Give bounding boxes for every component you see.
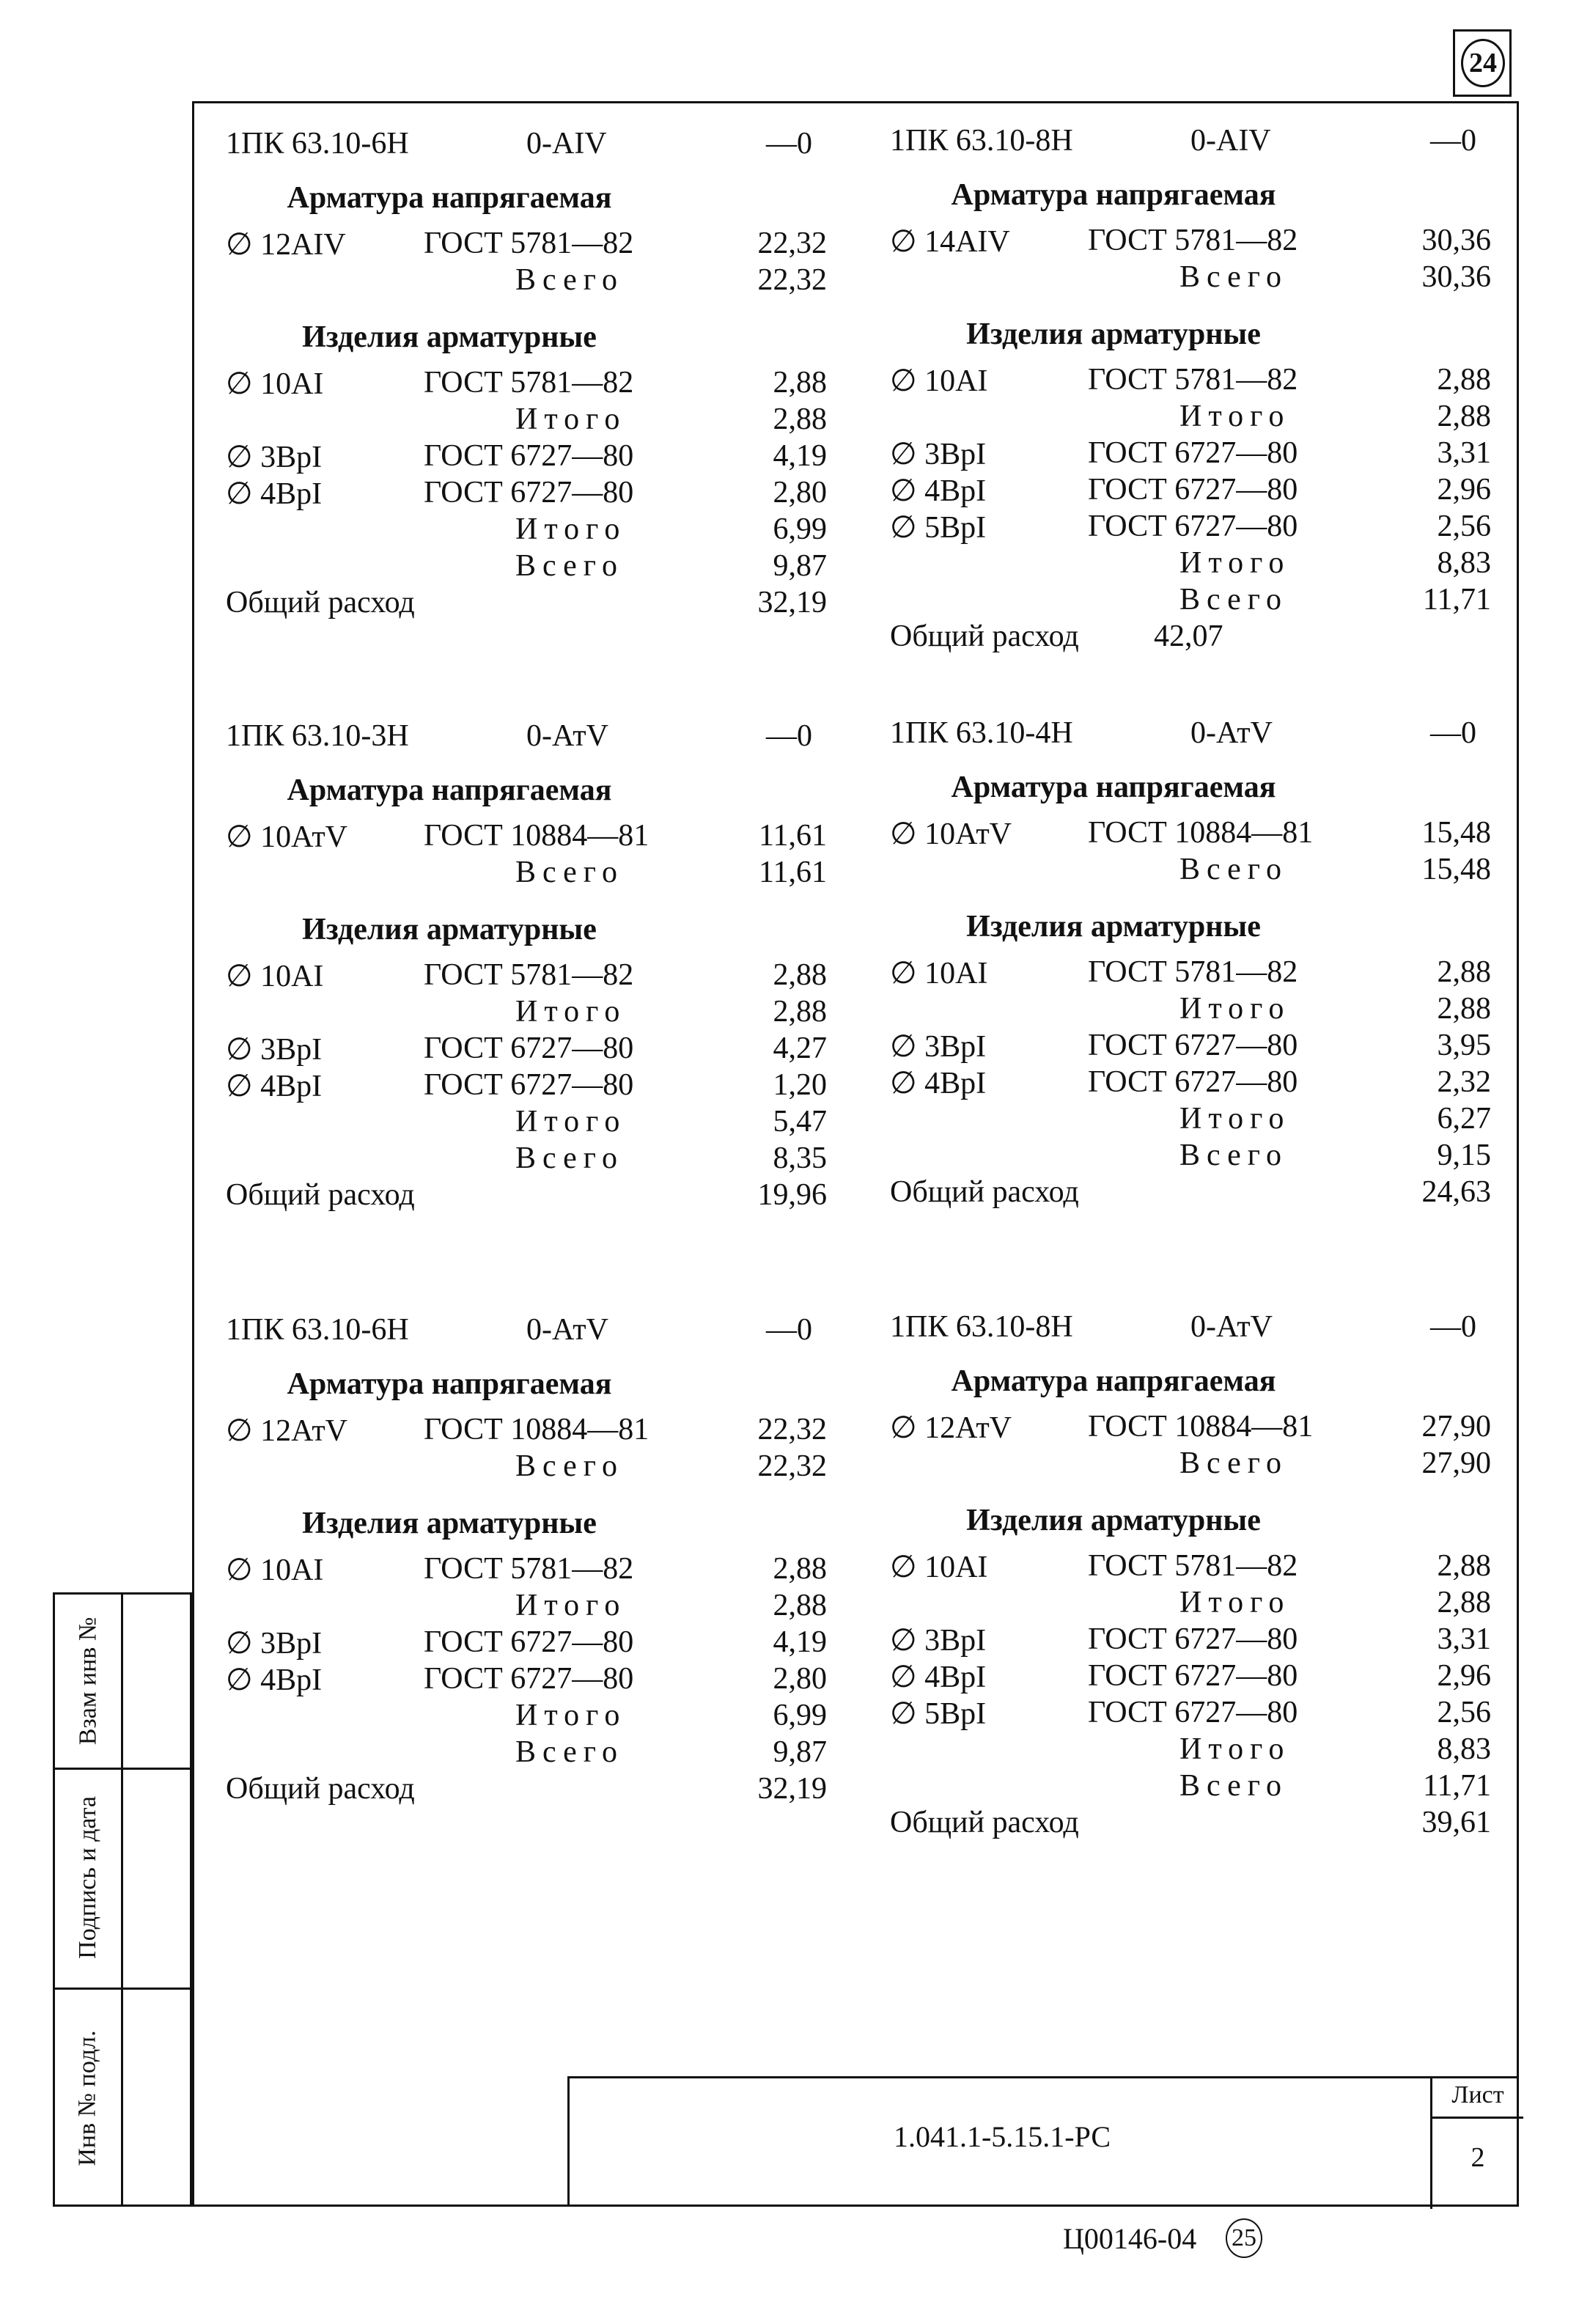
mass-value: 2,56 — [1437, 1696, 1491, 1729]
total-row — [890, 1805, 1491, 1842]
total-label: Общий расход — [890, 619, 1079, 653]
mass-value: 8,35 — [773, 1141, 827, 1175]
table-row — [890, 1409, 1491, 1446]
bar-diameter: ∅ 10AI — [226, 1553, 324, 1587]
table-row — [226, 957, 827, 994]
table-row — [226, 1551, 827, 1588]
mass-value: 15,48 — [1421, 853, 1491, 886]
table-row — [890, 472, 1491, 509]
gost-standard: ГОСТ 6727—80 — [424, 476, 634, 510]
total-row — [226, 585, 827, 622]
subtotal-label: Всего — [1179, 260, 1288, 294]
table-row — [890, 362, 1491, 399]
subtotal-label: Итого — [1179, 546, 1291, 580]
table-row — [890, 1028, 1491, 1064]
section-title: Арматура напрягаемая — [287, 773, 612, 807]
mass-value: 3,31 — [1437, 1622, 1491, 1656]
bar-diameter: ∅ 10AI — [890, 364, 988, 398]
section-title: Арматура напрягаемая — [287, 181, 612, 215]
mass-value: 11,61 — [759, 856, 827, 889]
mass-value: 15,48 — [1421, 816, 1491, 850]
bar-diameter: ∅ 3BpI — [226, 1627, 323, 1661]
steel-class: 0-АтV — [1190, 716, 1273, 750]
table-row — [226, 1449, 827, 1485]
table-row — [226, 402, 827, 438]
table-row — [890, 1585, 1491, 1622]
header-dash: —0 — [1430, 1310, 1476, 1344]
bar-diameter: ∅ 12АтV — [890, 1411, 1012, 1445]
bar-diameter: ∅ 12AIV — [226, 228, 346, 262]
table-row — [890, 1658, 1491, 1695]
block-header — [226, 718, 827, 755]
total-value: 42,07 — [1154, 619, 1223, 653]
table-row — [226, 1735, 827, 1771]
mass-value: 2,88 — [773, 402, 827, 436]
subtotal-label: Всего — [515, 1735, 624, 1769]
table-row — [226, 1031, 827, 1067]
table-row — [890, 435, 1491, 472]
header-dash: —0 — [766, 1313, 812, 1347]
gost-standard: ГОСТ 6727—80 — [1088, 1696, 1298, 1729]
steel-class: 0-AIV — [526, 127, 607, 161]
section-title: Изделия арматурные — [302, 913, 597, 946]
document-code: 1.041.1-5.15.1-РС — [893, 2120, 1111, 2153]
table-row — [890, 1548, 1491, 1585]
block-header — [226, 126, 827, 163]
footer-circle-number: 25 — [1226, 2218, 1262, 2258]
table-row — [226, 438, 827, 475]
total-value: 19,96 — [757, 1178, 827, 1212]
table-row — [226, 1588, 827, 1625]
mass-value: 4,19 — [773, 1625, 827, 1659]
page-number: 24 — [1461, 39, 1505, 87]
bar-diameter: ∅ 4BpI — [226, 1070, 323, 1103]
total-label: Общий расход — [890, 1175, 1079, 1209]
table-row — [890, 1695, 1491, 1732]
subtotal-label: Всего — [1179, 1446, 1288, 1480]
gost-standard: ГОСТ 5781—82 — [424, 958, 634, 992]
subtotal-label: Всего — [1179, 853, 1288, 886]
bar-diameter: ∅ 12АтV — [226, 1414, 348, 1448]
bar-diameter: ∅ 4BpI — [226, 1663, 323, 1697]
total-value: 24,63 — [1421, 1175, 1491, 1209]
total-row — [226, 1771, 827, 1808]
gost-standard: ГОСТ 5781—82 — [1088, 955, 1298, 989]
gost-standard: ГОСТ 6727—80 — [424, 1032, 634, 1065]
table-row — [226, 1661, 827, 1698]
gost-standard: ГОСТ 6727—80 — [1088, 1659, 1298, 1693]
mass-value: 8,83 — [1437, 546, 1491, 580]
section-title: Изделия арматурные — [302, 1507, 597, 1540]
table-row — [890, 260, 1491, 296]
mass-value: 2,88 — [773, 366, 827, 400]
bar-diameter: ∅ 10AI — [890, 1551, 988, 1584]
gost-standard: ГОСТ 10884—81 — [1088, 816, 1314, 850]
mass-value: 2,88 — [1437, 1586, 1491, 1619]
mass-value: 8,83 — [1437, 1732, 1491, 1766]
mass-value: 27,90 — [1421, 1446, 1491, 1480]
gost-standard: ГОСТ 5781—82 — [1088, 224, 1298, 257]
subtotal-label: Итого — [515, 512, 627, 546]
gost-standard: ГОСТ 6727—80 — [1088, 510, 1298, 543]
mass-value: 2,88 — [773, 958, 827, 992]
gost-standard: ГОСТ 5781—82 — [424, 1552, 634, 1586]
bar-diameter: ∅ 10AI — [226, 960, 324, 993]
gost-standard: ГОСТ 6727—80 — [424, 1625, 634, 1659]
bar-diameter: ∅ 5BpI — [890, 1697, 987, 1731]
table-row — [890, 1622, 1491, 1658]
mass-value: 22,32 — [757, 263, 827, 297]
subtotal-label: Итого — [515, 402, 627, 436]
product-mark: 1ПК 63.10-8Н — [890, 1310, 1073, 1344]
page-number-box — [1453, 29, 1512, 97]
bar-diameter: ∅ 3BpI — [890, 438, 987, 471]
header-dash: —0 — [766, 127, 812, 161]
table-row — [226, 818, 827, 855]
mass-value: 2,88 — [1437, 992, 1491, 1026]
total-value: 32,19 — [757, 1772, 827, 1806]
steel-class: 0-АтV — [526, 719, 608, 753]
mass-value: 2,88 — [1437, 400, 1491, 433]
gost-standard: ГОСТ 5781—82 — [1088, 1549, 1298, 1583]
gost-standard: ГОСТ 6727—80 — [1088, 436, 1298, 470]
bar-diameter: ∅ 4BpI — [890, 1067, 987, 1100]
mass-value: 11,71 — [1423, 583, 1491, 617]
subtotal-label: Всего — [1179, 583, 1288, 617]
section-title: Арматура напрягаемая — [951, 178, 1276, 212]
table-row — [226, 475, 827, 512]
bar-diameter: ∅ 4BpI — [226, 477, 323, 511]
total-value: 32,19 — [757, 586, 827, 619]
subtotal-label: Итого — [515, 1699, 627, 1732]
total-label: Общий расход — [226, 1178, 415, 1212]
stamp-original-inv: Инв № подл. — [74, 2030, 102, 2166]
table-row — [890, 582, 1491, 619]
section-title: Изделия арматурные — [966, 910, 1261, 944]
section-title: Арматура напрягаемая — [951, 771, 1276, 804]
mass-value: 4,19 — [773, 439, 827, 473]
product-mark: 1ПК 63.10-3Н — [226, 719, 409, 753]
gost-standard: ГОСТ 5781—82 — [424, 227, 634, 260]
subtotal-label: Итого — [515, 1105, 627, 1139]
steel-class: 0-АтV — [526, 1313, 608, 1347]
total-label: Общий расход — [890, 1806, 1079, 1839]
total-row — [226, 1177, 827, 1214]
section-title: Изделия арматурные — [966, 1504, 1261, 1537]
section-title: Арматура напрягаемая — [951, 1364, 1276, 1398]
mass-value: 2,88 — [773, 1552, 827, 1586]
bar-diameter: ∅ 3BpI — [890, 1030, 987, 1064]
mass-value: 3,31 — [1437, 436, 1491, 470]
mass-value: 11,61 — [759, 819, 827, 853]
mass-value: 6,27 — [1437, 1102, 1491, 1136]
mass-value: 11,71 — [1423, 1769, 1491, 1803]
table-row — [890, 991, 1491, 1028]
header-dash: —0 — [1430, 124, 1476, 158]
header-dash: —0 — [1430, 716, 1476, 750]
subtotal-label: Итого — [1179, 1102, 1291, 1136]
table-row — [226, 548, 827, 585]
table-row — [226, 994, 827, 1031]
stamp-replaced-inv: Взам инв № — [74, 1617, 102, 1746]
mass-value: 2,88 — [1437, 363, 1491, 397]
product-mark: 1ПК 63.10-4Н — [890, 716, 1073, 750]
bar-diameter: ∅ 5BpI — [890, 511, 987, 545]
gost-standard: ГОСТ 6727—80 — [1088, 473, 1298, 507]
total-row — [890, 1174, 1491, 1211]
mass-value: 1,20 — [773, 1068, 827, 1102]
mass-value: 2,88 — [773, 1589, 827, 1622]
mass-value: 6,99 — [773, 512, 827, 546]
block-header — [226, 1312, 827, 1349]
bar-diameter: ∅ 10АтV — [226, 820, 348, 854]
table-row — [226, 1625, 827, 1661]
mass-value: 5,47 — [773, 1105, 827, 1139]
table-row — [890, 1138, 1491, 1174]
steel-class: 0-АтV — [1190, 1310, 1273, 1344]
mass-value: 6,99 — [773, 1699, 827, 1732]
mass-value: 2,80 — [773, 476, 827, 510]
subtotal-label: Итого — [1179, 1732, 1291, 1766]
bar-diameter: ∅ 3BpI — [226, 1033, 323, 1067]
total-label: Общий расход — [226, 1772, 415, 1806]
subtotal-label: Всего — [515, 263, 624, 297]
bar-diameter: ∅ 14AIV — [890, 225, 1010, 259]
bar-diameter: ∅ 3BpI — [226, 441, 323, 474]
sheet-box — [1430, 2078, 1523, 2209]
subtotal-label: Всего — [515, 549, 624, 583]
product-mark: 1ПК 63.10-6Н — [226, 127, 409, 161]
table-row — [890, 852, 1491, 889]
table-row — [890, 1732, 1491, 1768]
table-row — [226, 1067, 827, 1104]
subtotal-label: Всего — [515, 1449, 624, 1483]
mass-value: 2,88 — [773, 995, 827, 1029]
sheet-label: Лист — [1451, 2081, 1504, 2108]
block-header — [890, 716, 1491, 752]
table-row — [226, 855, 827, 891]
steel-class: 0-AIV — [1190, 124, 1271, 158]
gost-standard: ГОСТ 10884—81 — [1088, 1410, 1314, 1444]
gost-standard: ГОСТ 10884—81 — [424, 819, 649, 853]
mass-value: 4,27 — [773, 1032, 827, 1065]
mass-value: 9,15 — [1437, 1139, 1491, 1172]
subtotal-label: Итого — [515, 1589, 627, 1622]
bar-diameter: ∅ 4BpI — [890, 474, 987, 508]
total-row — [890, 619, 1491, 655]
bar-diameter: ∅ 10AI — [890, 957, 988, 990]
mass-value: 9,87 — [773, 549, 827, 583]
table-row — [226, 512, 827, 548]
table-row — [226, 1698, 827, 1735]
block-header — [890, 123, 1491, 160]
table-row — [226, 1141, 827, 1177]
subtotal-label: Всего — [515, 1141, 624, 1175]
total-value: 39,61 — [1421, 1806, 1491, 1839]
table-row — [890, 223, 1491, 260]
table-row — [890, 1446, 1491, 1482]
table-row — [226, 1104, 827, 1141]
mass-value: 2,96 — [1437, 1659, 1491, 1693]
header-dash: —0 — [766, 719, 812, 753]
table-row — [890, 399, 1491, 435]
gost-standard: ГОСТ 5781—82 — [424, 366, 634, 400]
total-label: Общий расход — [226, 586, 415, 619]
title-block — [567, 2076, 1519, 2207]
table-row — [890, 509, 1491, 545]
mass-value: 2,32 — [1437, 1065, 1491, 1099]
bar-diameter: ∅ 10АтV — [890, 817, 1012, 851]
gost-standard: ГОСТ 6727—80 — [1088, 1622, 1298, 1656]
table-row — [890, 815, 1491, 852]
table-row — [226, 226, 827, 262]
table-row — [226, 262, 827, 299]
mass-value: 22,32 — [757, 227, 827, 260]
section-title: Изделия арматурные — [966, 317, 1261, 351]
sheet-number: 2 — [1471, 2142, 1485, 2173]
table-row — [890, 1101, 1491, 1138]
footer-code: Ц00146-04 — [1063, 2222, 1197, 2255]
mass-value: 2,88 — [1437, 955, 1491, 989]
mass-value: 2,88 — [1437, 1549, 1491, 1583]
mass-value: 22,32 — [757, 1449, 827, 1483]
table-row — [890, 1768, 1491, 1805]
gost-standard: ГОСТ 6727—80 — [1088, 1029, 1298, 1062]
subtotal-label: Итого — [1179, 992, 1291, 1026]
subtotal-label: Всего — [1179, 1139, 1288, 1172]
product-mark: 1ПК 63.10-8Н — [890, 124, 1073, 158]
section-title: Изделия арматурные — [302, 320, 597, 354]
subtotal-label: Всего — [515, 856, 624, 889]
table-row — [890, 955, 1491, 991]
gost-standard: ГОСТ 6727—80 — [424, 439, 634, 473]
subtotal-label: Всего — [1179, 1769, 1288, 1803]
gost-standard: ГОСТ 10884—81 — [424, 1413, 649, 1446]
mass-value: 30,36 — [1421, 224, 1491, 257]
table-row — [890, 1064, 1491, 1101]
section-title: Арматура напрягаемая — [287, 1367, 612, 1401]
mass-value: 22,32 — [757, 1413, 827, 1446]
mass-value: 27,90 — [1421, 1410, 1491, 1444]
mass-value: 2,96 — [1437, 473, 1491, 507]
stamp-signature-date: Подпись и дата — [74, 1796, 101, 1959]
bar-diameter: ∅ 3BpI — [890, 1624, 987, 1658]
side-stamp — [53, 1592, 192, 2207]
mass-value: 30,36 — [1421, 260, 1491, 294]
mass-value: 9,87 — [773, 1735, 827, 1769]
gost-standard: ГОСТ 6727—80 — [424, 1662, 634, 1696]
bar-diameter: ∅ 4BpI — [890, 1661, 987, 1694]
product-mark: 1ПК 63.10-6Н — [226, 1313, 409, 1347]
mass-value: 2,80 — [773, 1662, 827, 1696]
subtotal-label: Итого — [1179, 400, 1291, 433]
gost-standard: ГОСТ 6727—80 — [424, 1068, 634, 1102]
bar-diameter: ∅ 10AI — [226, 367, 324, 401]
gost-standard: ГОСТ 6727—80 — [1088, 1065, 1298, 1099]
subtotal-label: Итого — [1179, 1586, 1291, 1619]
mass-value: 3,95 — [1437, 1029, 1491, 1062]
block-header — [890, 1309, 1491, 1346]
mass-value: 2,56 — [1437, 510, 1491, 543]
table-row — [226, 365, 827, 402]
table-row — [226, 1412, 827, 1449]
table-row — [890, 545, 1491, 582]
subtotal-label: Итого — [515, 995, 627, 1029]
gost-standard: ГОСТ 5781—82 — [1088, 363, 1298, 397]
